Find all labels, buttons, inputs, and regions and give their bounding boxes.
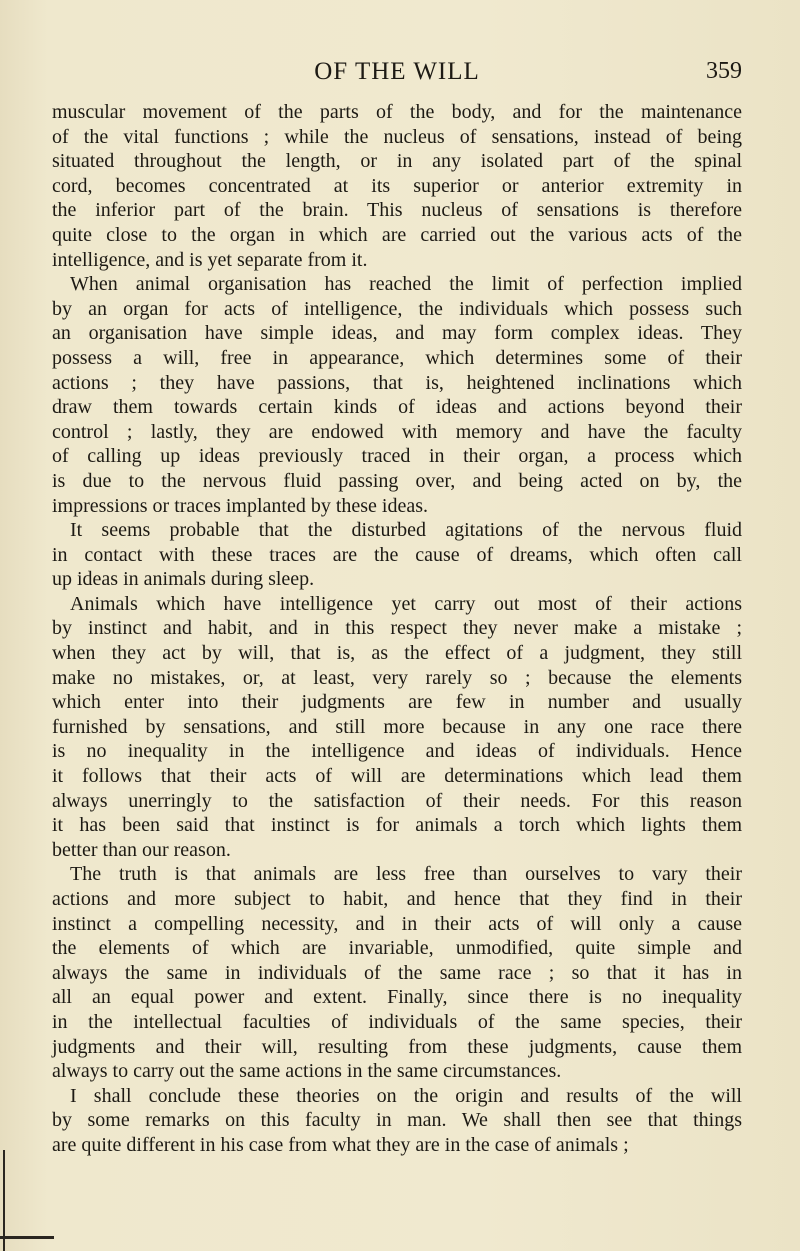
text-line: situated throughout the length, or in any isolated part of the spinal [52,150,742,173]
text-line: actions ; they have passions, that is, heightened inclinations which [52,371,742,394]
text-line: by instinct and habit, and in this respect they never make a mistake ; [52,617,742,640]
text-line: quite close to the organ in which are carried out the various acts of the [52,223,742,246]
text-line: of calling up ideas previously traced in their organ, a process which [52,445,742,468]
text-line: in contact with these traces are the cause of dreams, which often call [52,543,742,566]
text-line: the inferior part of the brain. This nucleus of sensations is therefore [52,199,742,222]
text-line: is no inequality in the intelligence and ideas of individuals. Hence [52,740,742,763]
text-line: intelligence, and is yet separate from it. [52,248,368,271]
text-line: It seems probable that the disturbed agitations of the nervous fluid [70,519,742,542]
text-line: always the same in individuals of the same race ; so that it has in [52,961,742,984]
text-line: When animal organisation has reached the limit of perfection implied [70,273,742,296]
text-line: The truth is that animals are less free than ourselves to vary their [70,863,742,886]
running-head: OF THE WILL [314,58,480,85]
text-line: actions and more subject to habit, and hence that they find in their [52,888,742,910]
text-line: in the intellectual faculties of individuals of the same species, their [52,1010,742,1033]
text-line: control ; lastly, they are endowed with memory and have the faculty [52,420,742,443]
text-line: it follows that their acts of will are determinations which lead them [52,765,742,788]
text-line: is due to the nervous fluid passing over, and being acted on by, the [52,469,742,492]
text-line: the elements of which are invariable, unmodified, quite simple and [52,937,742,960]
text-line: always unerringly to the satisfaction of their needs. For this reason [52,789,742,812]
text-line: of the vital functions ; while the nucleus of sensations, instead of being [52,125,742,148]
text-line: by some remarks on this faculty in man. We shall then see that things [52,1109,742,1132]
text-line: impressions or traces implanted by these ideas. [52,494,429,517]
text-line: muscular movement of the parts of the body, and for the maintenance [52,101,742,123]
text-line: an organisation have simple ideas, and may form complex ideas. They [52,322,742,345]
text-line: judgments and their will, resulting from these judgments, cause them [52,1035,742,1058]
text-line: which enter into their judgments are few in number and usually [52,691,742,714]
text-line: better than our reason. [52,838,231,861]
text-line: Animals which have intelligence yet carry out most of their actions [70,592,742,615]
text-line: are quite different in his case from what they are in the case of animals ; [52,1133,629,1156]
page-header [52,58,742,88]
text-line: by an organ for acts of intelligence, the individuals which possess such [52,297,742,320]
text-line: up ideas in animals during sleep. [52,568,315,591]
text-line: draw them towards certain kinds of ideas and actions beyond their [52,396,742,419]
text-line: possess a will, free in appearance, which determines some of their [52,346,742,369]
page-edge-mark [0,1236,54,1239]
body-text [52,100,742,1158]
text-line: it has been said that instinct is for animals a torch which lights them [52,814,742,837]
text-line: furnished by sensations, and still more because in any one race there [52,715,742,738]
text-line: make no mistakes, or, at least, very rarely so ; because the elements [52,666,742,689]
text-line: instinct a compelling necessity, and in their acts of will only a cause [52,912,742,935]
text-line: when they act by will, that is, as the effect of a judgment, they still [52,642,742,665]
text-line: cord, becomes concentrated at its superior or anterior extremity in [52,174,742,197]
text-line: all an equal power and extent. Finally, since there is no inequality [52,986,742,1009]
text-line: I shall conclude these theories on the origin and results of the will [70,1084,742,1107]
text-line: always to carry out the same actions in the same circumstances. [52,1060,562,1083]
page-number: 359 [706,58,742,84]
